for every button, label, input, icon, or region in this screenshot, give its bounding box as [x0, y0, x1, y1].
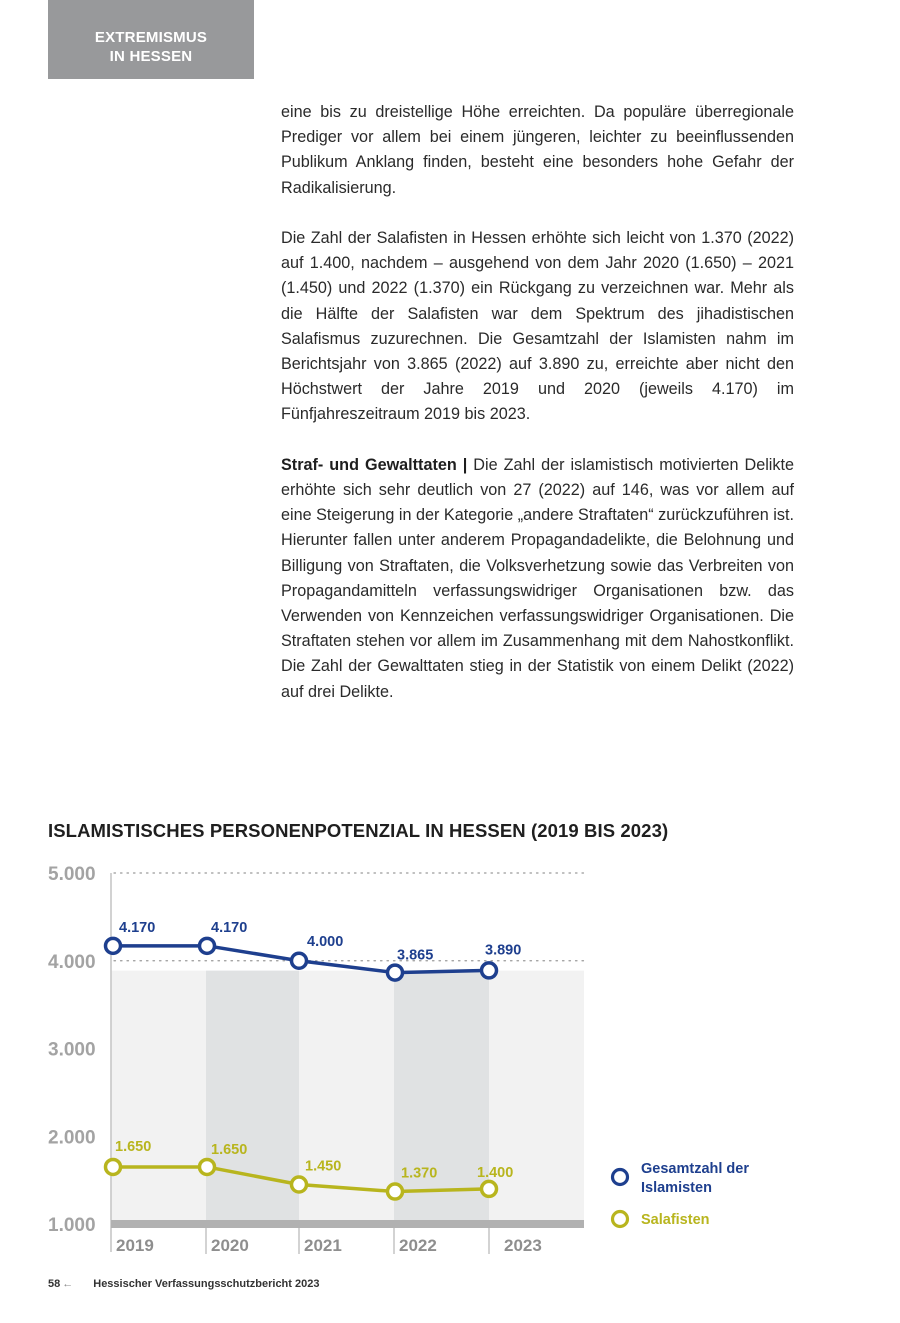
- x-axis-baseline: [111, 1220, 584, 1228]
- x-tick-label: 2019: [116, 1236, 154, 1255]
- paragraph-3-text: Die Zahl der islamistisch motivierten Delikte erhöhte sich sehr deutlich von 27 (2022) auf 146, was vor allem auf eine Steigerung in der Kategorie „andere Straftaten“ zurückzuführen ist. Hierunter fallen unter anderem Propagandadelikte, die Belohnung und Billigung von Straftaten, die Volksverhetzung sowie das Verbreiten von Propagandamitteln verfassungswidriger Organisationen bzw. das Verwenden von Kennzeichen verfassungswidriger Organisationen. Die Straftaten stehen vor allem im Zusammenhang mit dem Nahostkonflikt. Die Zahl der Gewalttaten stieg in der Statistik von einem Delikt (2022) auf drei Delikte.: [281, 455, 794, 701]
- data-label: 1.650: [211, 1141, 248, 1158]
- legend-label: Gesamtzahl der: [641, 1161, 749, 1177]
- chart-band-2022: [394, 971, 489, 1224]
- data-point: [200, 1159, 215, 1174]
- chart-band-2020: [206, 971, 299, 1224]
- data-point: [388, 1184, 403, 1199]
- y-tick-label: 5.000: [48, 864, 96, 885]
- y-tick-label: 4.000: [48, 951, 96, 973]
- chart-title: ISLAMISTISCHES PERSONENPOTENZIAL IN HESSEN (2019 BIS 2023): [48, 820, 669, 841]
- data-point: [482, 963, 497, 978]
- y-tick-label: 1.000: [48, 1215, 96, 1236]
- legend-marker-2: [613, 1212, 628, 1227]
- page-number: 58: [48, 1278, 61, 1290]
- data-label: 4.170: [211, 919, 248, 936]
- legend-label: Islamisten: [641, 1180, 712, 1196]
- y-tick-label: 3.000: [48, 1039, 96, 1061]
- data-point: [106, 1159, 121, 1174]
- section-tab-line1: EXTREMISMUS: [94, 29, 208, 46]
- x-tick-label: 2021: [304, 1236, 342, 1255]
- data-label: 1.650: [115, 1138, 152, 1155]
- data-point: [388, 965, 403, 980]
- section-tab: [48, 0, 254, 79]
- back-arrow-icon[interactable]: ←: [62, 1278, 74, 1290]
- data-point: [292, 1177, 307, 1192]
- x-tick-label: 2020: [211, 1236, 249, 1255]
- document-title: Hessischer Verfassungsschutzbericht 2023: [93, 1278, 320, 1290]
- data-label: 1.400: [477, 1164, 514, 1181]
- data-point: [106, 938, 121, 953]
- body-text: [281, 100, 794, 730]
- data-label: 3.865: [397, 947, 434, 964]
- chart: [0, 850, 900, 1265]
- data-label: 1.450: [305, 1158, 342, 1175]
- data-label: 4.170: [119, 919, 156, 936]
- section-tab-line2: IN HESSEN: [109, 48, 193, 65]
- x-tick-label: 2023: [504, 1236, 542, 1255]
- paragraph-3-heading: Straf- und Gewalttaten |: [281, 455, 468, 474]
- chart-band-2019: [111, 971, 206, 1224]
- y-tick-label: 2.000: [48, 1127, 96, 1149]
- paragraph-3: [281, 453, 794, 705]
- legend-label: Salafisten: [641, 1212, 710, 1228]
- footer: [48, 1278, 319, 1290]
- legend-marker-1: [613, 1170, 628, 1185]
- data-label: 3.890: [485, 942, 522, 959]
- paragraph-2: Die Zahl der Salafisten in Hessen erhöhte sich leicht von 1.370 (2022) auf 1.400, nachdem – ausgehend von dem Jahr 2020 (1.650) – 2021 (1.450) und 2022 (1.370) ein Rückgang zu verzeichnen war. Mehr als die Hälfte der Salafisten war dem Spektrum des jihadistischen Salafismus zuzurechnen. Die Gesamtzahl der Islamisten nahm im Berichtsjahr von 3.865 (2022) auf 3.890 zu, erreichte aber nicht den Höchstwert der Jahre 2019 und 2020 (jeweils 4.170) im Fünfjahreszeitraum 2019 bis 2023.: [281, 229, 794, 424]
- chart-band-2023: [489, 971, 584, 1224]
- x-tick-label: 2022: [399, 1236, 437, 1255]
- data-point: [482, 1181, 497, 1196]
- paragraph-1: eine bis zu dreistellige Höhe erreichten. Da populäre überregionale Prediger vor allem bei einem jüngeren, leichter zu beeinflussenden Publikum Anklang finden, besteht eine besonders hohe Gefahr der Radikalisierung.: [281, 103, 794, 197]
- data-point: [292, 953, 307, 968]
- data-label: 1.370: [401, 1165, 438, 1182]
- data-point: [200, 938, 215, 953]
- data-label: 4.000: [307, 933, 344, 950]
